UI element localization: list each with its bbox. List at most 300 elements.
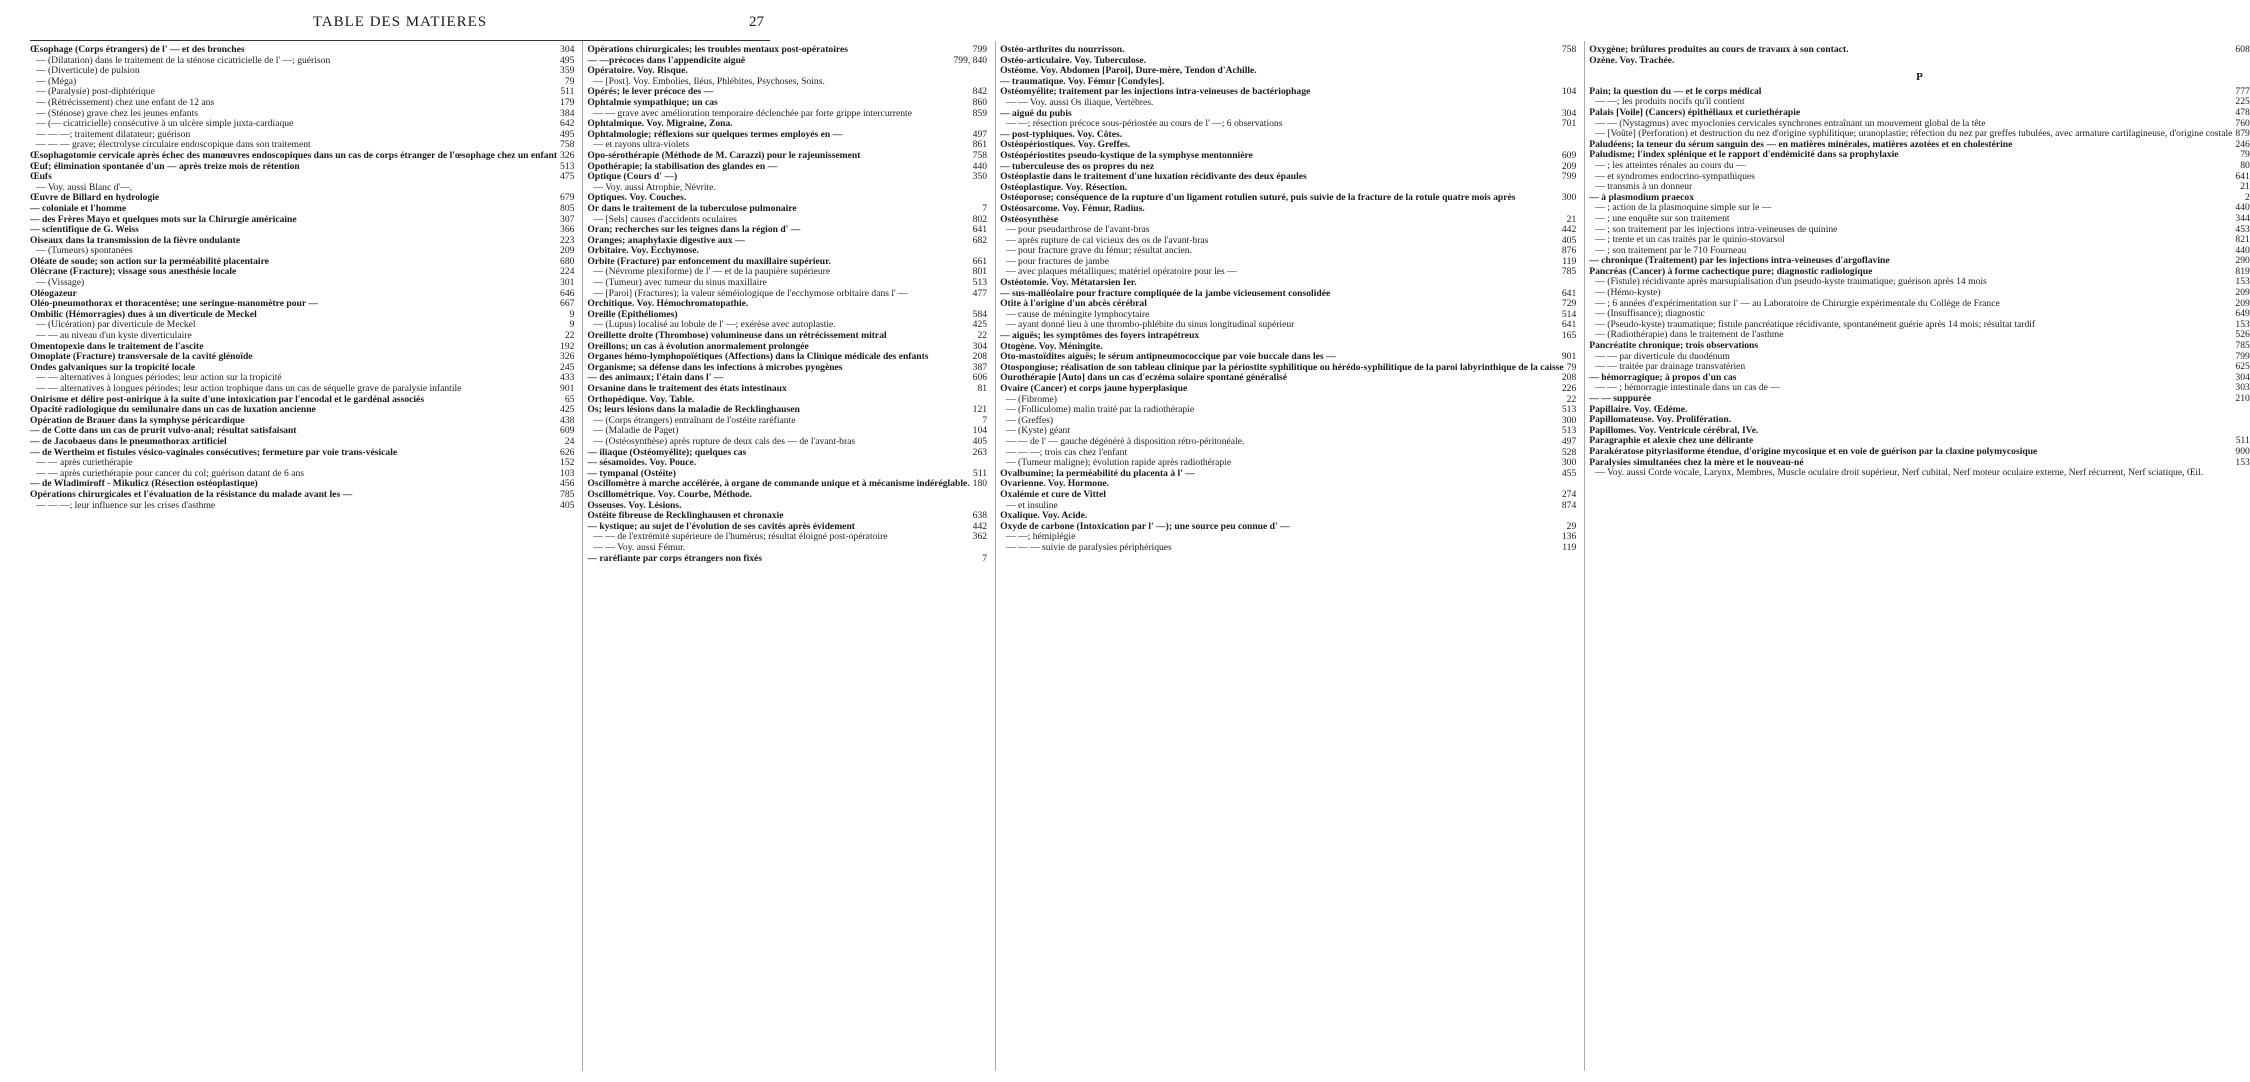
- index-entry: [587, 437, 987, 448]
- entry-page-number: 625: [2235, 361, 2250, 373]
- entry-page-number: 729: [1561, 298, 1577, 310]
- entry-page-number: 7: [982, 202, 988, 214]
- index-entry: [1589, 45, 2250, 56]
- entry-page-number: 224: [560, 266, 575, 278]
- entry-page-number: 495: [560, 128, 575, 140]
- entry-text: — — grave avec amélioration temporaire déclenchée par forte grippe intercurrente: [593, 107, 912, 119]
- entry-text: Orthopédique. Voy. Table.: [587, 393, 695, 405]
- entry-page-number: 777: [2235, 85, 2250, 97]
- index-entry: [1589, 383, 2250, 394]
- entry-text: Oto-mastoïdites aiguës; le sérum antipneumococcique par voie buccale dans les —: [1000, 351, 1336, 363]
- entry-text: — raréfiante par corps étrangers non fixés: [587, 552, 763, 564]
- index-entry: [1000, 151, 1576, 162]
- entry-text: — —; hémiplégie: [1006, 531, 1076, 543]
- entry-page-number: 301: [560, 277, 575, 289]
- index-entry: [30, 437, 574, 448]
- entry-page-number: 425: [560, 404, 575, 416]
- entry-text: Ophtalmologie; réflexions sur quelques termes employés en —: [587, 128, 843, 140]
- entry-page-number: 300: [1561, 414, 1577, 426]
- entry-text: — Voy. aussi Blanc d'—.: [36, 181, 133, 193]
- entry-page-number: 326: [560, 149, 575, 161]
- entry-text: Paralysies simultanées chez la mère et le nouveau-né: [1589, 456, 1804, 468]
- entry-text: Œuf; élimination spontanée d'un — après treize mois de rétention: [30, 160, 300, 172]
- entry-page-number: 104: [1561, 86, 1577, 98]
- index-entry: [30, 204, 574, 215]
- entry-page-number: 514: [1561, 308, 1577, 320]
- entry-page-number: 497: [972, 128, 988, 140]
- entry-page-number: 29: [1566, 520, 1577, 532]
- index-entry: [1000, 416, 1576, 427]
- entry-text: Oxalémie et cure de Vittel: [1000, 488, 1106, 500]
- entry-text: Oxygène; brûlures produites au cours de travaux à son contact.: [1589, 44, 1849, 55]
- index-entry: [30, 278, 574, 289]
- entry-page-number: 497: [1561, 435, 1577, 447]
- entry-page-number: 384: [560, 107, 575, 119]
- entry-page-number: 682: [972, 234, 988, 246]
- entry-page-number: 456: [560, 478, 575, 490]
- entry-page-number: 21: [1566, 213, 1577, 225]
- entry-page-number: 362: [972, 531, 988, 543]
- entry-page-number: 192: [560, 340, 575, 352]
- entry-text: Otogène. Voy. Méningite.: [1000, 340, 1103, 352]
- entry-text: — ayant donné lieu à une thrombo-phlébite du sinus longitudinal supérieur: [1006, 319, 1295, 331]
- entry-page-number: 9: [569, 308, 575, 320]
- entry-page-number: 511: [560, 86, 575, 98]
- entry-page-number: 495: [560, 54, 575, 66]
- entry-text: — (Radiothérapie) dans le traitement de l'asthme: [1595, 329, 1784, 341]
- entry-page-number: 805: [560, 202, 575, 214]
- entry-text: Oran; recherches sur les teignes dans la région d' —: [587, 224, 801, 236]
- entry-text: — (Paralysie) post-diphtérique: [36, 86, 155, 98]
- entry-text: Oléogazeur: [30, 287, 77, 299]
- entry-text: Ostéite fibreuse de Recklinghausen et chronaxie: [587, 510, 784, 522]
- section-letter: [1589, 72, 2250, 83]
- entry-text: Ostéosynthèse: [1000, 213, 1059, 225]
- entry-text: — (Corps étrangers) entraînant de l'ostéite raréfiante: [593, 414, 796, 426]
- entry-page-number: 760: [2235, 117, 2250, 129]
- entry-page-number: 326: [560, 351, 575, 363]
- entry-page-number: 300: [1561, 192, 1577, 204]
- entry-text: — — Voy. aussi Os iliaque, Vertèbres.: [1006, 96, 1154, 108]
- entry-page-number: 799: [2235, 350, 2250, 362]
- entry-text: — pour fractures de jambe: [1006, 255, 1109, 267]
- entry-page-number: 344: [2235, 212, 2250, 224]
- entry-text: — — de l' — gauche dégénéré à disposition rétro-péritonéale.: [1006, 435, 1245, 447]
- entry-text: Paludéens; la teneur du sérum sanguin des — en matières minérales, matières azotées et en cholestérine: [1589, 138, 2013, 150]
- entry-page-number: 179: [560, 96, 575, 108]
- entry-text: — (Fibrome): [1006, 393, 1057, 405]
- entry-page-number: 209: [2235, 287, 2250, 299]
- entry-text: — ; trente et un cas traités par le quinio-stovarsol: [1595, 234, 1785, 246]
- index-column-2: [582, 41, 987, 1071]
- index-entry: [30, 490, 574, 501]
- entry-text: — (Hémo-kyste): [1595, 287, 1661, 299]
- index-entry: [1000, 437, 1576, 448]
- entry-text: — — alternatives à longues périodes; leur action sur la tropicité: [36, 372, 282, 384]
- index-columns: [30, 40, 2250, 1071]
- entry-page-number: 425: [972, 319, 988, 331]
- entry-page-number: 153: [2235, 318, 2250, 330]
- entry-page-number: 701: [1561, 118, 1577, 130]
- entry-text: Oscillomètre à marche accélérée, à organe de commande unique et à mécanisme indéréglable.: [587, 478, 970, 490]
- index-entry: [1000, 405, 1576, 416]
- entry-text: — ; 6 années d'expérimentation sur l' — au Laboratoire de Chirurgie expérimentale du Collège de France: [1595, 297, 2000, 309]
- entry-text: — après rupture de cal vicieux des os de l'avant-bras: [1006, 234, 1209, 246]
- entry-text: Orsanine dans le traitement des états intestinaux: [587, 383, 787, 394]
- index-column-3: [995, 41, 1576, 1071]
- entry-page-number: 861: [972, 139, 988, 151]
- index-entry: [1589, 56, 2250, 67]
- entry-text: — ; son traitement par le 710 Fourneau: [1595, 244, 1747, 256]
- entry-page-number: 300: [1561, 457, 1577, 469]
- entry-text: — sus-malléolaire pour fracture compliquée de la jambe vicieusement consolidée: [1000, 287, 1331, 299]
- entry-page-number: 209: [1561, 160, 1577, 172]
- entry-page-number: 526: [2235, 329, 2250, 341]
- entry-text: Ostéo-arthrites du nourrisson.: [1000, 44, 1125, 55]
- entry-text: — et insuline: [1006, 499, 1058, 511]
- entry-page-number: 307: [560, 213, 575, 225]
- entry-text: — Voy. aussi Corde vocale, Larynx, Membres, Muscle oculaire droit supérieur, Nerf cubital, Nerf moteur oculaire externe, Nerf récurrent, Nerf sciatique, Œil.: [1595, 467, 2204, 479]
- entry-text: Ostéosarcome. Voy. Fémur, Radius.: [1000, 202, 1145, 214]
- entry-text: — ; son traitement par les injections intra-veineuses de quinine: [1595, 223, 1838, 235]
- entry-text: Œuvre de Billard en hydrologie: [30, 192, 160, 204]
- entry-page-number: 104: [972, 425, 988, 437]
- index-entry: [30, 162, 574, 173]
- index-entry: [1000, 204, 1576, 215]
- entry-text: — aiguë du pubis: [1000, 107, 1072, 119]
- entry-page-number: 119: [1562, 255, 1577, 267]
- index-entry: [587, 554, 987, 565]
- entry-text: — transmis à un donneur: [1595, 181, 1693, 193]
- entry-text: Oiseaux dans la transmission de la fièvre ondulante: [30, 234, 241, 246]
- entry-page-number: 860: [972, 96, 988, 108]
- entry-page-number: 359: [560, 65, 575, 77]
- running-header: [30, 14, 770, 36]
- entry-page-number: 638: [972, 510, 988, 522]
- entry-text: — (Ostéosynthèse) après rupture de deux cals des — de l'avant-bras: [593, 435, 856, 447]
- entry-text: — (Lupus) localisé au lobule de l' —; exérèse avec autoplastie.: [593, 319, 836, 331]
- entry-text: — et rayons ultra-violets: [593, 139, 690, 151]
- entry-page-number: 821: [2235, 234, 2250, 246]
- entry-text: Opothérapie; la stabilisation des glandes en —: [587, 160, 778, 172]
- entry-text: Ophtalmie sympathique; un cas: [587, 96, 718, 108]
- entry-page-number: 799: [972, 44, 988, 55]
- entry-text: Ostéopériostiques. Voy. Greffes.: [1000, 139, 1131, 151]
- entry-page-number: 79: [564, 75, 575, 87]
- entry-page-number: 900: [2235, 445, 2250, 457]
- entry-page-number: 387: [972, 361, 988, 373]
- entry-page-number: 475: [560, 171, 575, 183]
- entry-page-number: 513: [1561, 425, 1577, 437]
- index-entry: [1000, 543, 1576, 554]
- entry-text: — (Fistule) récidivante après marsupialisation d'un pseudo-kyste traumatique; guérison après 14 mois: [1595, 276, 1987, 288]
- entry-text: — tympanal (Ostéite): [587, 467, 676, 479]
- entry-page-number: 799: [1561, 171, 1577, 183]
- entry-text: — —précoces dans l'appendicite aiguë: [587, 54, 746, 66]
- entry-page-number: 433: [560, 372, 575, 384]
- entry-page-number: 21: [2240, 181, 2250, 193]
- entry-text: Opacité radiologique du semilunaire dans un cas de luxation ancienne: [30, 404, 316, 416]
- entry-text: — des Frères Mayo et quelques mots sur la Chirurgie américaine: [30, 213, 297, 225]
- entry-page-number: 79: [2240, 149, 2250, 161]
- entry-text: Ostéopériostites pseudo-kystique de la symphyse mentonnière: [1000, 149, 1253, 161]
- index-entry: [1589, 214, 2250, 225]
- entry-text: — ; une enquête sur son traitement: [1595, 212, 1730, 224]
- entry-page-number: 511: [973, 467, 988, 479]
- entry-text: — de Cotte dans un cas de prurit vulvo-anal; résultat satisfaisant: [30, 425, 297, 437]
- entry-text: — (Kyste) géant: [1006, 425, 1071, 437]
- entry-text: Papillaire. Voy. Œdème.: [1589, 403, 1688, 415]
- entry-text: — — —; leur influence sur les crises d'asthme: [36, 499, 216, 511]
- entry-page-number: 7: [982, 552, 988, 564]
- entry-text: Pancréatite chronique; trois observations: [1589, 340, 1759, 352]
- entry-text: — chronique (Traitement) par les injections intra-veineuses d'argoflavine: [1589, 255, 1890, 267]
- entry-text: — (Folliculome) malin traité par la radiothérapie: [1006, 404, 1195, 416]
- entry-page-number: 303: [2235, 382, 2250, 394]
- page-title: TABLE DES MATIERES: [312, 14, 488, 30]
- entry-page-number: 304: [1561, 107, 1577, 119]
- entry-page-number: 209: [2235, 297, 2250, 309]
- entry-text: — scientifique de G. Weiss: [30, 224, 139, 236]
- entry-page-number: 609: [560, 425, 575, 437]
- entry-text: — — —; trois cas chez l'enfant: [1006, 446, 1128, 458]
- index-column-1: [30, 41, 574, 1071]
- entry-page-number: 642: [560, 118, 575, 130]
- entry-text: — (Rétrécissement) chez une enfant de 12 ans: [36, 96, 215, 108]
- entry-text: — — par diverticule du duodénum: [1595, 350, 1730, 362]
- entry-text: Ostéoplastique. Voy. Résection.: [1000, 181, 1128, 193]
- entry-text: — de Wertheim et fistules vésico-vaginales consécutives; fermeture par voie trans-vésicale: [30, 446, 398, 458]
- index-column-4: [1584, 41, 2250, 1071]
- entry-page-number: 680: [560, 255, 575, 267]
- entry-text: Os; leurs lésions dans la maladie de Recklinghausen: [587, 404, 800, 416]
- entry-page-number: 22: [564, 330, 575, 342]
- entry-page-number: 304: [2235, 371, 2250, 383]
- entry-text: Oxalique. Voy. Acide.: [1000, 510, 1088, 522]
- index-entry: [1589, 277, 2250, 288]
- entry-text: Orchitique. Voy. Hémochromatopathie.: [587, 298, 749, 310]
- entry-text: Ostéomyélite; traitement par les injections intra-veineuses de bactériophage: [1000, 86, 1311, 98]
- entry-page-number: 440: [972, 160, 988, 172]
- entry-text: Organisme; sa défense dans les infections à microbes pyogènes: [587, 361, 843, 373]
- entry-text: — Voy. aussi Atrophie, Névrite.: [593, 181, 716, 193]
- index-entry: [587, 384, 987, 395]
- entry-page-number: 876: [1561, 245, 1577, 257]
- entry-page-number: 208: [972, 351, 988, 363]
- entry-text: — [Voûte] (Perforation) et destruction du nez d'origine syphilitique; uranoplastie; réfection du nez par greffes tubulées, avec armature cartilagineuse, d'origine costale: [1595, 128, 2233, 140]
- entry-text: — (Dilatation) dans le traitement de la sténose cicatricielle de l' —; guérison: [36, 54, 331, 66]
- entry-text: Oranges; anaphylaxie digestive aux —: [587, 234, 745, 246]
- index-entry: [587, 98, 987, 109]
- index-entry: [587, 204, 987, 215]
- entry-text: — —; les produits nocifs qu'il contient: [1595, 96, 1745, 108]
- entry-text: — (Sténose) grave chez les jeunes enfants: [36, 107, 198, 119]
- entry-page-number: 801: [972, 266, 988, 278]
- entry-page-number: 802: [972, 213, 988, 225]
- entry-page-number: 528: [1561, 446, 1577, 458]
- entry-page-number: 180: [972, 478, 988, 490]
- entry-text: Parakératose pityriasiforme étendue, d'origine mycosique et en voie de guérison par la claxine polymycosique: [1589, 445, 2038, 457]
- entry-page-number: 274: [1561, 488, 1577, 500]
- entry-text: Ophtalmique. Voy. Migraine, Zona.: [587, 118, 733, 130]
- entry-text: — — au niveau d'un kyste diverticulaire: [36, 330, 192, 342]
- index-entry: [30, 384, 574, 395]
- entry-page-number: 879: [2235, 128, 2250, 140]
- entry-page-number: 209: [560, 245, 575, 257]
- entry-page-number: 24: [564, 435, 575, 447]
- index-entry: [30, 151, 574, 162]
- entry-text: Optiques. Voy. Couches.: [587, 192, 687, 204]
- entry-text: Oreille (Epithéliomes): [587, 308, 678, 320]
- entry-text: — [Post]. Voy. Embolies, Iléus, Phlébites, Psychoses, Soins.: [593, 75, 825, 87]
- entry-text: — — après curiethérapie: [36, 457, 133, 469]
- entry-page-number: 136: [1561, 531, 1577, 543]
- entry-text: — (Tumeur) avec tumeur du sinus maxillaire: [593, 277, 767, 289]
- entry-text: Palais [Voile] (Cancers) épithéliaux et curiethérapie: [1589, 106, 1801, 118]
- entry-page-number: 511: [2235, 435, 2250, 447]
- entry-text: — [Sels] causes d'accidents oculaires: [593, 213, 737, 225]
- entry-page-number: 667: [560, 298, 575, 310]
- entry-text: — kystique; au sujet de l'évolution de ses cavités après évidement: [587, 520, 855, 532]
- index-entry: [587, 151, 987, 162]
- entry-text: — — —; traitement dilatateur; guérison: [36, 128, 191, 140]
- entry-text: Orbite (Fracture) par enfoncement du maxillaire supérieur.: [587, 255, 831, 267]
- index-entry: [1589, 394, 2250, 405]
- entry-text: — — Voy. aussi Fémur.: [593, 541, 686, 553]
- entry-page-number: 9: [569, 319, 575, 331]
- entry-page-number: 874: [1561, 499, 1577, 511]
- entry-page-number: 290: [2235, 255, 2250, 267]
- entry-page-number: 646: [560, 287, 575, 299]
- entry-text: — traumatique. Voy. Fémur [Condyles].: [1000, 75, 1165, 87]
- entry-page-number: 152: [560, 457, 575, 469]
- entry-text: Osseuses. Voy. Lésions.: [587, 499, 682, 511]
- entry-page-number: 121: [972, 404, 988, 416]
- entry-text: — (Ulcération) par diverticule de Meckel: [36, 319, 196, 331]
- index-entry: [587, 45, 987, 56]
- entry-page-number: 661: [972, 255, 988, 267]
- entry-text: Ourothérapie [Auto] dans un cas d'eczéma solaire spontané généralisé: [1000, 372, 1287, 384]
- entry-text: — — — suivie de paralysies périphériques: [1006, 541, 1172, 553]
- entry-page-number: 626: [560, 446, 575, 458]
- entry-text: Oscillométrique. Voy. Courbe, Méthode.: [587, 488, 752, 500]
- entry-page-number: 758: [1561, 44, 1577, 55]
- entry-page-number: 641: [2235, 170, 2250, 182]
- entry-text: Pain; la question du — et le corps médical: [1589, 85, 1762, 97]
- entry-text: Paragraphie et alexie chez une délirante: [1589, 435, 1754, 447]
- entry-text: Oreillons; un cas à évolution anormalement prolongée: [587, 340, 809, 352]
- entry-page-number: 859: [972, 107, 988, 119]
- entry-text: Ondes galvaniques sur la tropicité locale: [30, 361, 196, 373]
- entry-text: — hémorragique; à propos d'un cas: [1589, 371, 1737, 383]
- entry-page-number: 103: [560, 467, 575, 479]
- entry-page-number: 405: [560, 499, 575, 511]
- entry-text: — — — grave; électrolyse circulaire endoscopique dans son traitement: [36, 139, 311, 151]
- entry-text: Ovalbumine; la perméabilité du placenta à l' —: [1000, 467, 1195, 479]
- entry-page-number: 208: [1561, 372, 1577, 384]
- entry-page-number: 641: [1561, 319, 1577, 331]
- entry-page-number: 513: [560, 160, 575, 172]
- entry-text: — — ; hémorragie intestinale dans un cas de —: [1595, 382, 1780, 394]
- entry-text: — des animaux; l'étain dans l' —: [587, 372, 724, 384]
- entry-text: — et syndromes endocrino-sympathiques: [1595, 170, 1755, 182]
- entry-page-number: 442: [1561, 224, 1577, 236]
- entry-text: — sésamoïdes. Voy. Pouce.: [587, 457, 697, 469]
- entry-page-number: 584: [972, 308, 988, 320]
- entry-text: — (Névrome plexiforme) de l' — et de la paupière supérieure: [593, 266, 831, 278]
- entry-text: — (Tumeur maligne); évolution rapide après radiothérapie: [1006, 457, 1232, 469]
- entry-page-number: 119: [1562, 541, 1577, 553]
- entry-text: — pour pseudarthrose de l'avant-bras: [1006, 224, 1150, 236]
- entry-page-number: 438: [560, 414, 575, 426]
- entry-page-number: 263: [972, 446, 988, 458]
- entry-text: Papillomes. Voy. Ventricule cérébral, IVe.: [1589, 424, 1759, 436]
- entry-text: Optique (Cours d' —): [587, 171, 678, 183]
- entry-text: Ostéome. Voy. Abdomen [Paroi], Dure-mère, Tendon d'Achille.: [1000, 65, 1257, 77]
- entry-text: — — suppurée: [1589, 393, 1652, 404]
- entry-text: — à plasmodium praecox: [1589, 191, 1695, 203]
- index-entry: [30, 98, 574, 109]
- entry-text: — — traitée par drainage transvatérien: [1595, 361, 1746, 373]
- entry-page-number: 65: [564, 393, 575, 405]
- entry-page-number: 901: [560, 383, 575, 394]
- entry-text: — —; résection précoce sous-périostée au cours de l' —; 6 observations: [1006, 118, 1283, 130]
- entry-page-number: 901: [1561, 351, 1577, 363]
- entry-page-number: 785: [560, 488, 575, 500]
- index-entry: [1000, 45, 1576, 56]
- entry-page-number: 405: [1561, 234, 1577, 246]
- entry-page-number: 225: [2235, 96, 2250, 108]
- entry-text: — [Paroi] (Fractures); la valeur séméiologique de l'ecchymose orbitaire dans l' —: [593, 287, 908, 299]
- entry-text: — (Pseudo-kyste) traumatique; fistule pancréatique récidivante, spontanément guérie après 14 mois; résultat tardif: [1595, 318, 2036, 330]
- entry-text: — (— cicatricielle) consécutive à un ulcère simple juxta-cardiaque: [36, 118, 294, 130]
- entry-text: Œsophage (Corps étrangers) de l' — et des bronches: [30, 44, 245, 55]
- index-entry: [1589, 447, 2250, 458]
- index-entry: [587, 490, 987, 501]
- entry-page-number: 80: [2240, 159, 2250, 171]
- entry-page-number: 758: [972, 149, 988, 161]
- entry-text: Omentopexie dans le traitement de l'ascite: [30, 340, 204, 352]
- entry-text: — cause de méningite lymphocytaire: [1006, 308, 1150, 320]
- index-entry: [587, 543, 987, 554]
- index-entry: [1000, 384, 1576, 395]
- entry-text: — — après curiethérapie pour cancer du col; guérison datant de 6 ans: [36, 467, 304, 479]
- entry-text: Œsophagotomie cervicale après échec des manœuvres endoscopiques dans un cas de corps étranger de l'œsophage chez un enfant: [30, 149, 558, 161]
- entry-page-number: 799, 840: [953, 54, 988, 66]
- entry-page-number: 210: [2235, 393, 2250, 404]
- entry-page-number: 165: [1561, 330, 1577, 342]
- entry-text: Ovaire (Cancer) et corps jaune hyperplasique: [1000, 383, 1188, 394]
- entry-text: Opérations chirurgicales et l'évaluation de la résistance du malade avant les —: [30, 488, 353, 500]
- entry-page-number: 153: [2235, 456, 2250, 468]
- entry-text: — (Diverticule) de pulsion: [36, 65, 140, 77]
- entry-page-number: 153: [2235, 276, 2250, 288]
- index-entry: [1000, 522, 1576, 533]
- entry-text: — de Wladimiroff - Mikulicz (Résection ostéoplastique): [30, 478, 258, 490]
- entry-page-number: 440: [2235, 202, 2250, 214]
- entry-text: Opérés; le lever précoce des —: [587, 86, 714, 98]
- entry-page-number: 79: [1566, 361, 1577, 373]
- entry-page-number: 785: [2235, 340, 2250, 352]
- entry-text: — — alternatives à longues périodes; leur action trophique dans un cas de séquelle grave de paralysie infantile: [36, 383, 462, 394]
- entry-text: Ovarienne. Voy. Hormone.: [1000, 478, 1110, 490]
- entry-page-number: 366: [560, 224, 575, 236]
- entry-text: Papillomateuse. Voy. Prolifération.: [1589, 414, 1732, 426]
- entry-text: Oléate de soude; son action sur la perméabilité placentaire: [30, 255, 269, 267]
- index-entry: [1589, 468, 2250, 479]
- entry-page-number: 477: [972, 287, 988, 299]
- entry-text: — (Méga): [36, 75, 77, 87]
